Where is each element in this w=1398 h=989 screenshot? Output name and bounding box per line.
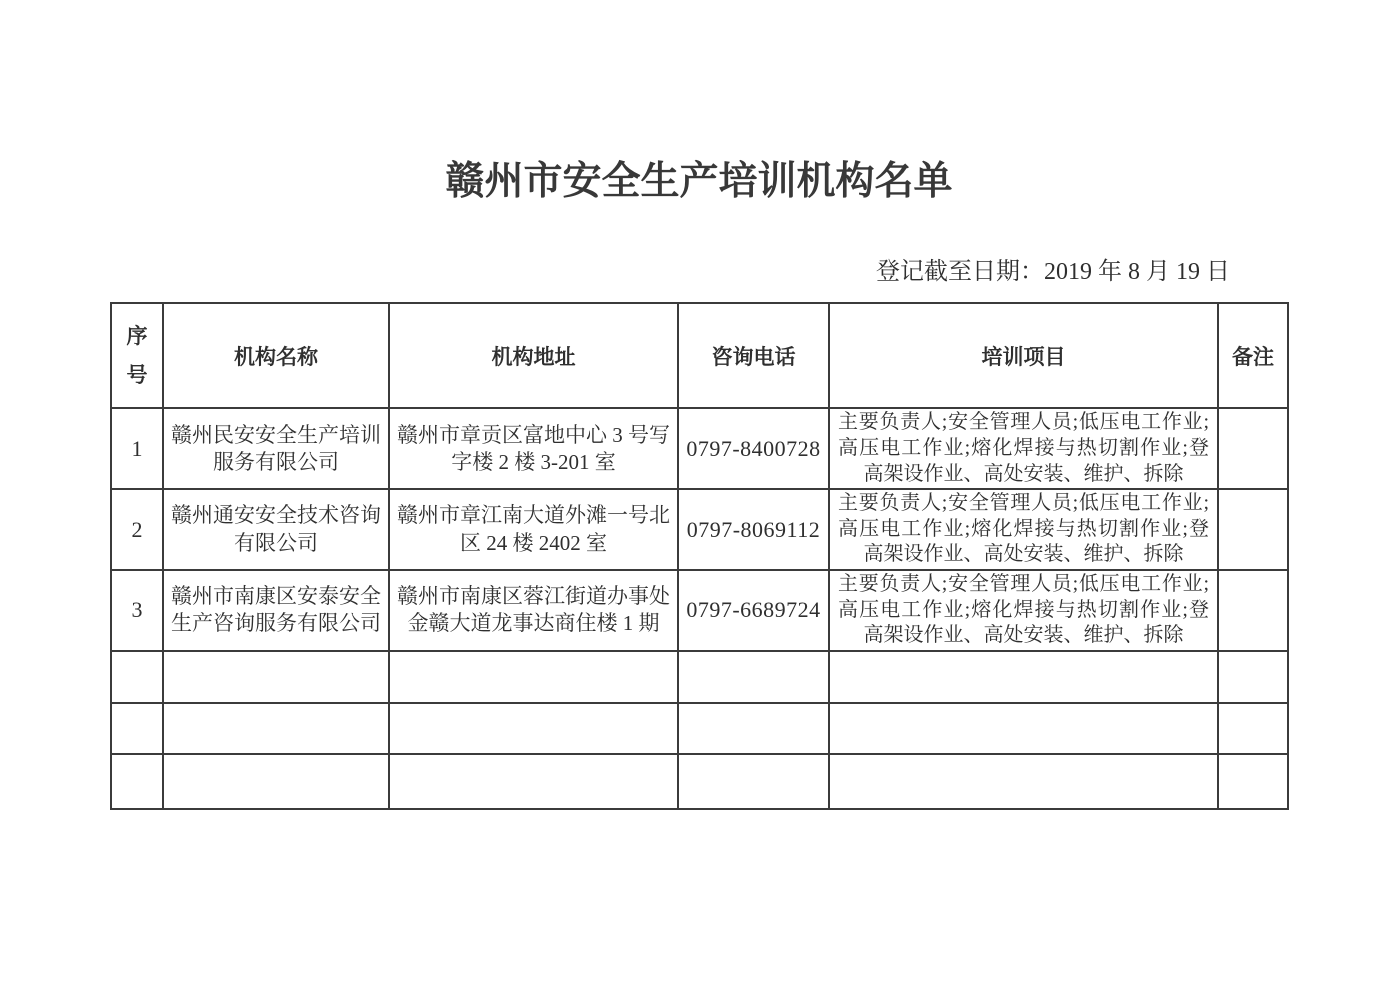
cell-institution-name: 赣州民安安全生产培训服务有限公司 <box>163 408 389 489</box>
cell-institution-address <box>389 703 678 754</box>
cell-training-projects: 主要负责人;安全管理人员;低压电工作业;高压电工作业;熔化焊接与热切割作业;登高架设作业、高处安装、维护、拆除 <box>829 408 1218 489</box>
cell-institution-address <box>389 754 678 809</box>
cell-training-projects <box>829 703 1218 754</box>
cell-institution-name <box>163 754 389 809</box>
table-row <box>111 408 1288 489</box>
training-institutions-table <box>110 302 1289 809</box>
cell-training-projects: 主要负责人;安全管理人员;低压电工作业;高压电工作业;熔化焊接与热切割作业;登高架设作业、高处安装、维护、拆除 <box>829 489 1218 570</box>
table-row-empty <box>111 651 1288 703</box>
table-row <box>111 489 1288 570</box>
cell-remark <box>1218 651 1288 703</box>
cell-index: 1 <box>111 408 163 489</box>
table-row <box>111 570 1288 651</box>
cell-training-projects <box>829 754 1218 809</box>
header-consult-phone: 咨询电话 <box>678 303 829 408</box>
cell-institution-name: 赣州市南康区安泰安全生产咨询服务有限公司 <box>163 570 389 651</box>
table-row-empty <box>111 754 1288 809</box>
cell-remark <box>1218 408 1288 489</box>
cell-index <box>111 703 163 754</box>
cell-consult-phone <box>678 754 829 809</box>
cell-institution-name <box>163 651 389 703</box>
header-index: 序号 <box>111 303 163 408</box>
cell-consult-phone <box>678 703 829 754</box>
header-institution-name: 机构名称 <box>163 303 389 408</box>
table-header-row <box>111 303 1288 408</box>
cell-consult-phone: 0797-8069112 <box>678 489 829 570</box>
cell-institution-address: 赣州市章江南大道外滩一号北区 24 楼 2402 室 <box>389 489 678 570</box>
cell-training-projects: 主要负责人;安全管理人员;低压电工作业;高压电工作业;熔化焊接与热切割作业;登高架设作业、高处安装、维护、拆除 <box>829 570 1218 651</box>
cell-consult-phone: 0797-6689724 <box>678 570 829 651</box>
cell-remark <box>1218 489 1288 570</box>
cell-institution-address <box>389 651 678 703</box>
cell-consult-phone: 0797-8400728 <box>678 408 829 489</box>
table-row-empty <box>111 703 1288 754</box>
cell-index <box>111 651 163 703</box>
cell-index <box>111 754 163 809</box>
cell-institution-address: 赣州市章贡区富地中心 3 号写字楼 2 楼 3-201 室 <box>389 408 678 489</box>
cell-training-projects <box>829 651 1218 703</box>
cell-consult-phone <box>678 651 829 703</box>
cell-institution-name <box>163 703 389 754</box>
registration-cutoff-date: 登记截至日期：2019 年 8 月 19 日 <box>876 258 1230 285</box>
header-remark: 备注 <box>1218 303 1288 408</box>
cell-index: 3 <box>111 570 163 651</box>
page-title: 赣州市安全生产培训机构名单 <box>445 160 953 203</box>
header-training-projects: 培训项目 <box>829 303 1218 408</box>
cell-institution-address: 赣州市南康区蓉江街道办事处金赣大道龙事达商住楼 1 期 <box>389 570 678 651</box>
cell-remark <box>1218 703 1288 754</box>
cell-remark <box>1218 570 1288 651</box>
cell-remark <box>1218 754 1288 809</box>
cell-institution-name: 赣州通安安全技术咨询有限公司 <box>163 489 389 570</box>
header-institution-address: 机构地址 <box>389 303 678 408</box>
cell-index: 2 <box>111 489 163 570</box>
